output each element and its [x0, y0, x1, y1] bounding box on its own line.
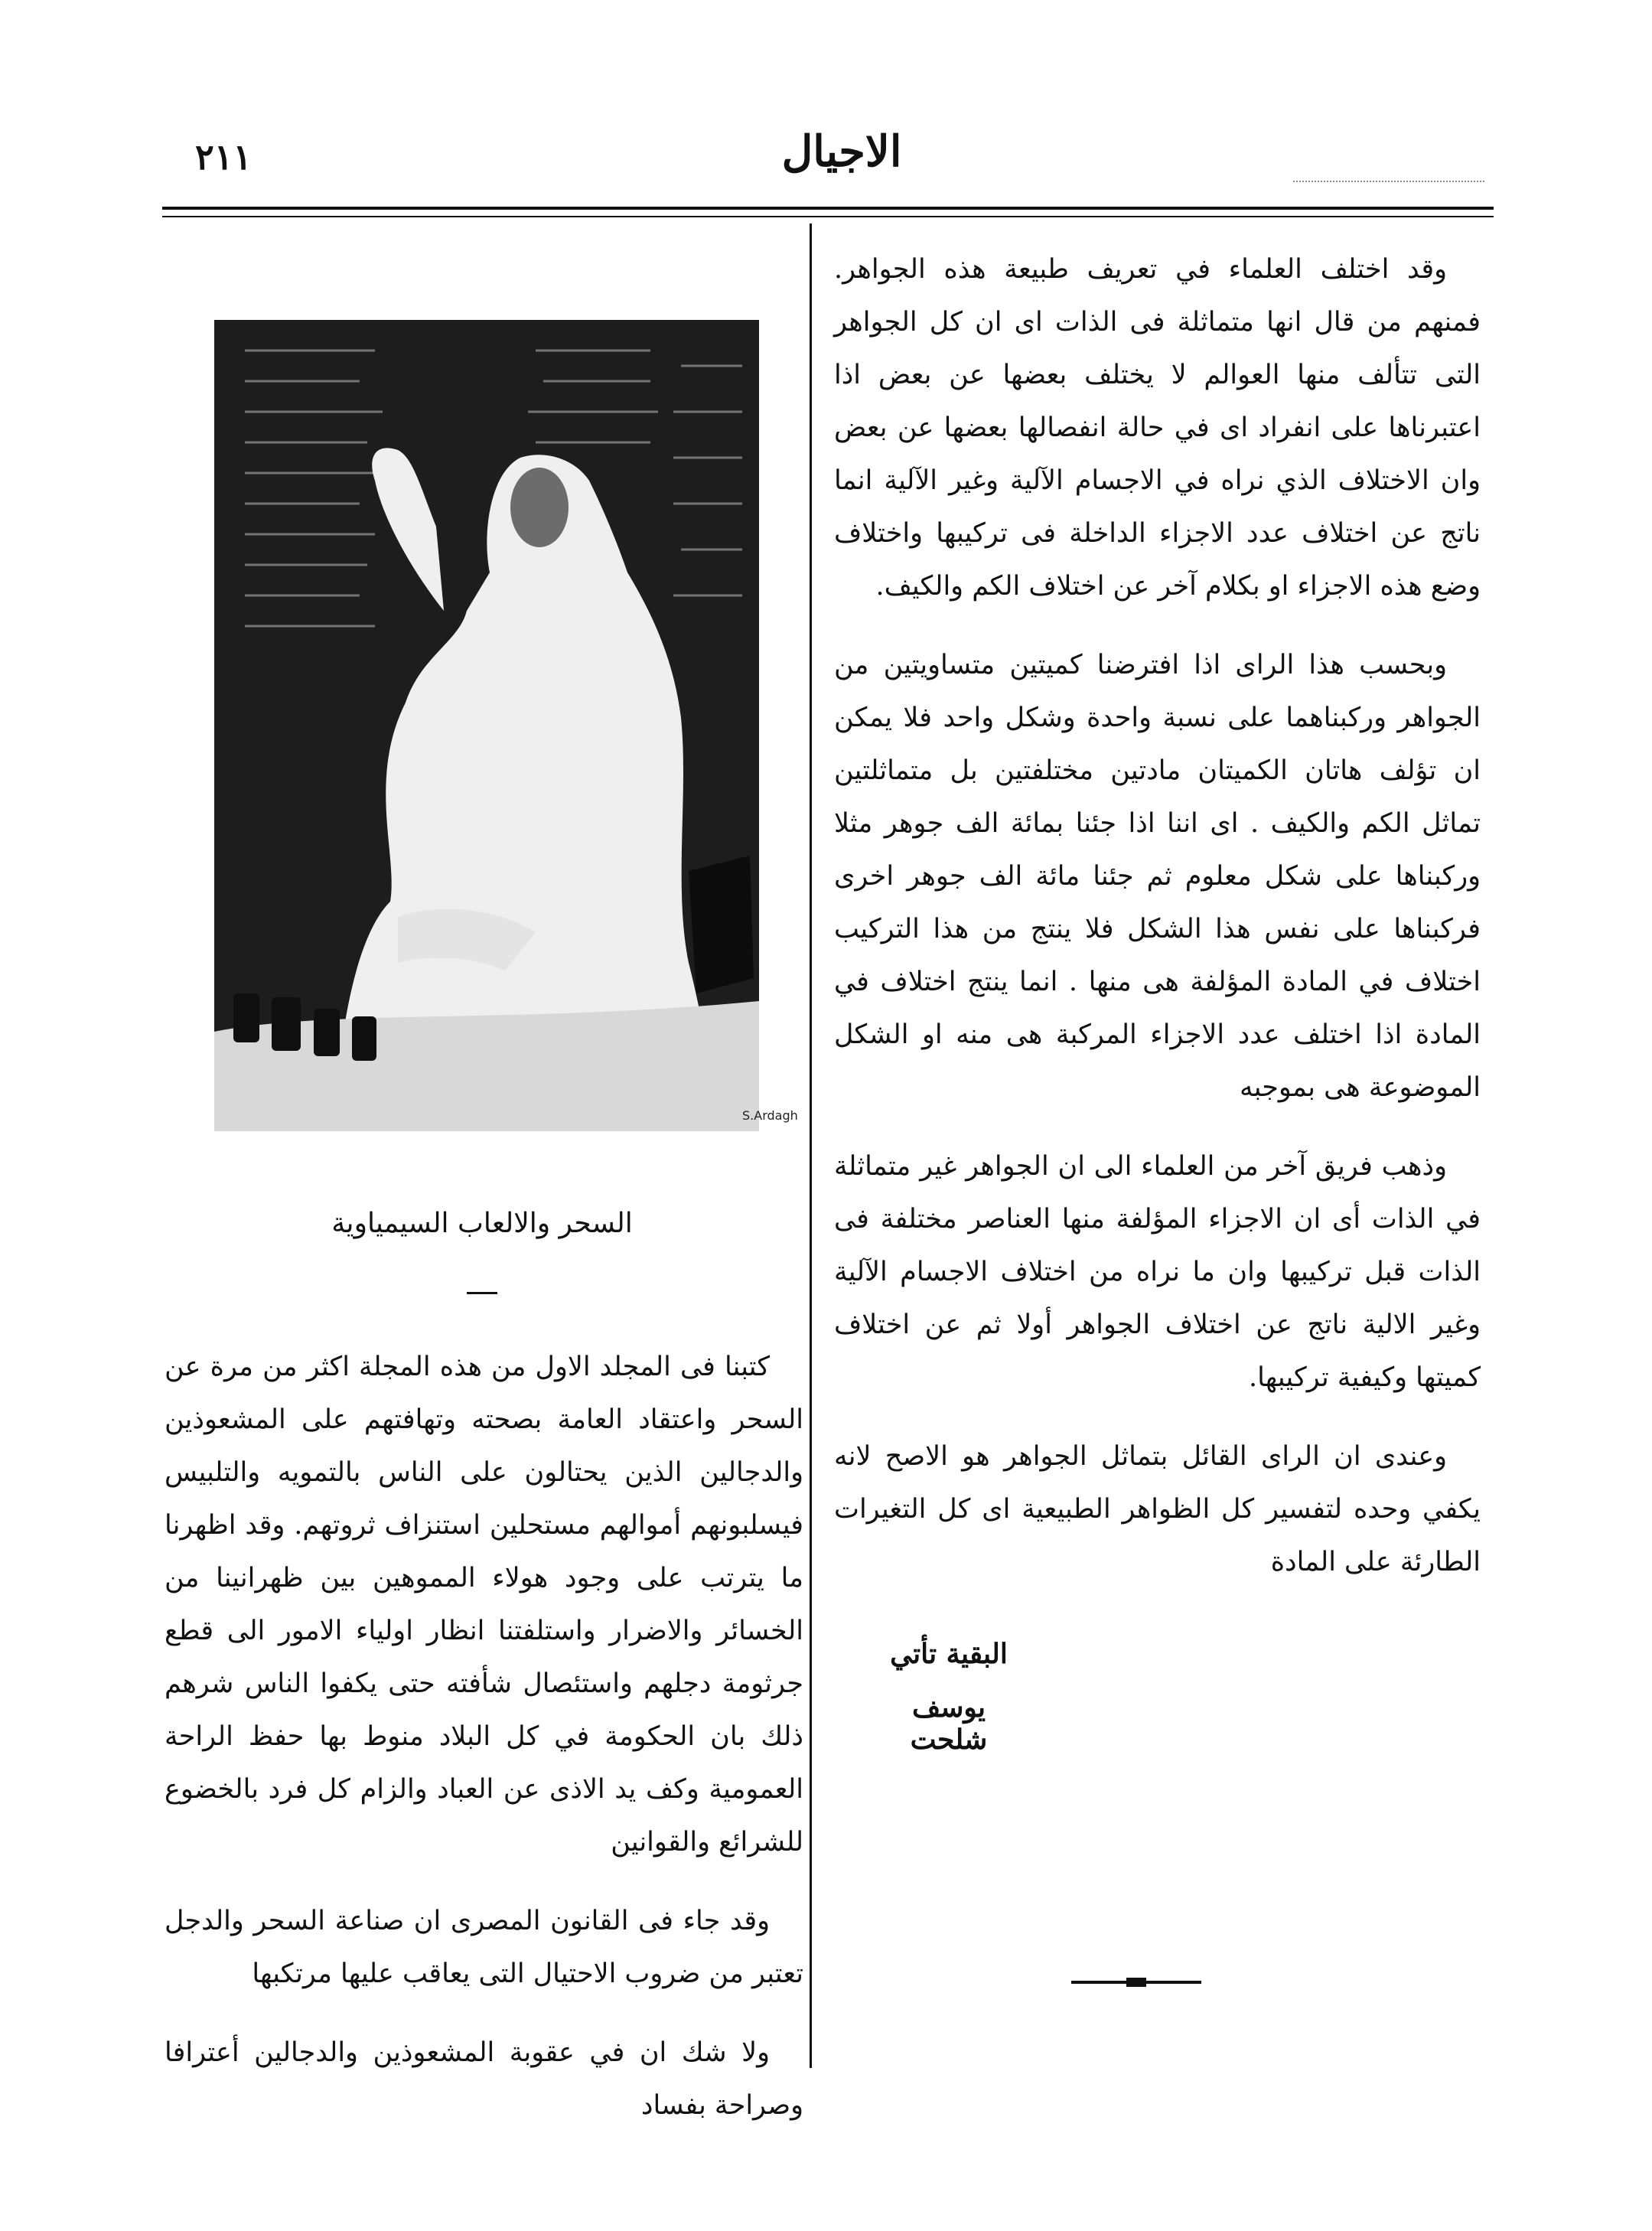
header-dotted-mark [1293, 181, 1484, 184]
illustration-photo [214, 320, 798, 1131]
column-divider [810, 223, 812, 2068]
magician-figure-illustration [214, 320, 798, 1131]
right-paragraph-3: وذهب فريق آخر من العلماء الى ان الجواهر غير متماثلة في الذات أى ان الاجزاء المؤلفة منها العناصر مختلفة فى الذات قبل تركيبها وان ما نراه من اختلاف الاجسام الآلية وغير الالية ناتج عن اختلاف الجواهر أولا ثم عن اختلاف كميتها وكيفية تركيبها. [834, 1151, 1481, 1393]
left-paragraph-1: كتبنا فى المجلد الاول من هذه المجلة اكثر من مرة عن السحر واعتقاد العامة بصحته وتهافتهم على المشعوذين والدجالين الذين يحتالون على الناس بالتمويه والتلبيس فيسلبونهم أموالهم مستحلين استنزاف ثروتهم. وقد اظهرنا ما يترتب على وجود هولاء المموهين بين ظهرانينا من الخسائر والاضرار واستلفتنا انظار اولياء الامور الى قطع جرثومة دجلهم واستئصال شأفته حتى يكفوا الناس شرهم ذلك بان الحكومة في كل البلاد منوط بها حفظ الراحة العمومية وكف يد الاذى عن العباد والزام كل فرد بالخضوع للشرائع والقوانين [165, 1352, 803, 1858]
header-rule [162, 207, 1494, 210]
right-paragraph-4: وعندى ان الراى القائل بتماثل الجواهر هو الاصح لانه يكفي وحده لتفسير كل الظواهر الطبيعية اى كل التغيرات الطارئة على المادة [834, 1441, 1481, 1577]
journal-title: الاجيال [781, 126, 902, 177]
continue-note: البقية تأتي [890, 1638, 1008, 1670]
right-column [834, 243, 1481, 1615]
left-column-body [165, 1341, 803, 2158]
right-paragraph-1: وقد اختلف العلماء في تعريف طبيعة هذه الجواهر. فمنهم من قال انها متماثلة فى الذات اى ان كل الجواهر التى تتألف منها العوالم لا يختلف بعضها عن بعض اذا اعتبرناها على انفراد اى في حالة انفصالها بعضها عن بعض وان الاختلاف الذي نراه في الاجسام الآلية وغير الآلية انما ناتج عن اختلاف عدد الاجزاء الداخلة فى تركيبها واختلاف وضع هذه الاجزاء او بكلام آخر عن اختلاف الكم والكيف. [834, 254, 1481, 602]
title-separator [467, 1292, 497, 1294]
left-paragraph-3: ولا شك ان في عقوبة المشعوذين والدجالين أعترافا وصراحة بفساد [165, 2037, 803, 2121]
end-ornament [1071, 1975, 1201, 1990]
left-paragraph-2: وقد جاء فى القانون المصرى ان صناعة السحر والدجل تعتبر من ضروب الاحتيال التى يعاقب عليها مرتكبها [165, 1906, 803, 1989]
author-name: يوسف شلحت [910, 1691, 988, 1756]
section-title: السحر والالعاب السيمياوية [331, 1208, 633, 1239]
right-paragraph-2: وبحسب هذا الراى اذا افترضنا كميتين متساويتين من الجواهر وركبناهما على نسبة واحدة وشكل واحد فلا يمكن ان تؤلف هاتان الكميتان مادتين مختلفتين بل متماثلتين تماثل الكم والكيف . اى اننا اذا جئنا بمائة الف جوهر مثلا وركبناها على شكل معلوم ثم جئنا مائة الف جوهر اخرى فركبناها على نفس هذا الشكل فلا ينتج من هذا التركيب اختلاف في المادة المؤلفة هى منها . انما ينتج اختلاف في المادة اذا اختلف عدد الاجزاء المركبة هى منه او الشكل الموضوعة هى بموجبه [834, 650, 1481, 1103]
photo-signature: S.Ardagh [742, 1108, 798, 1123]
page-number: ٢١١ [195, 136, 253, 178]
header-rule-thin [162, 216, 1494, 217]
